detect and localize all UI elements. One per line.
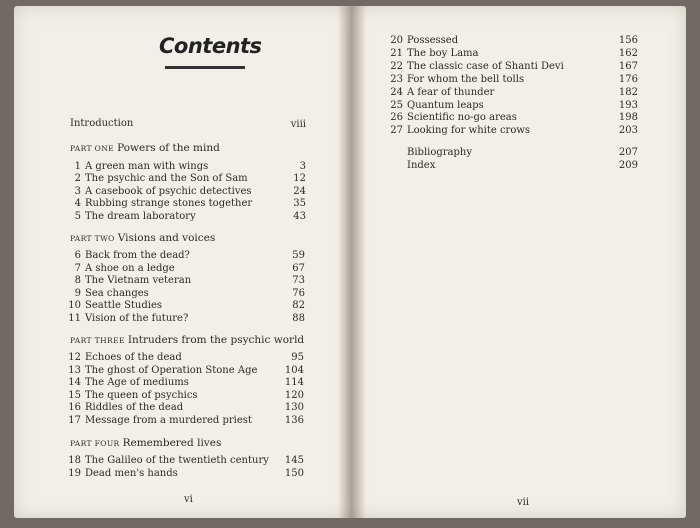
- toc-entry: [68, 364, 257, 377]
- chapter-title: The ghost of Operation Stone Age: [85, 364, 258, 376]
- page-number: 193: [618, 99, 638, 111]
- chapter-title: Sea changes: [85, 287, 149, 299]
- introduction-label: Introduction: [70, 118, 134, 129]
- chapter-title: For whom the bell tolls: [407, 73, 525, 85]
- chapter-number: 25: [390, 99, 403, 111]
- chapter-number: 13: [68, 364, 81, 376]
- toc-entry: [68, 197, 252, 210]
- toc-entry: [407, 159, 435, 172]
- page-number: 150: [284, 468, 304, 479]
- toc-entry: [68, 172, 248, 185]
- chapter-number: 10: [68, 300, 81, 312]
- chapter-number: 7: [74, 262, 81, 274]
- page-number: 145: [284, 455, 304, 466]
- chapter-title: Bibliography: [407, 147, 472, 158]
- toc-entry: [68, 351, 182, 364]
- chapter-title: Vision of the future?: [85, 313, 189, 324]
- chapter-title: Seattle Studies: [85, 300, 163, 312]
- chapter-number: 12: [68, 352, 81, 363]
- chapter-number: 20: [390, 35, 403, 46]
- page-number: 88: [292, 313, 305, 324]
- chapter-title: The Age of mediums: [85, 377, 189, 389]
- chapter-title: The psychic and the Son of Sam: [85, 173, 248, 185]
- toc-entry: [68, 262, 175, 275]
- chapter-title: The Galileo of the twentieth century: [85, 455, 269, 466]
- toc-entry: [68, 467, 178, 480]
- chapter-number: 8: [74, 275, 81, 287]
- toc-entry: [68, 287, 149, 300]
- toc-entry: [390, 73, 524, 86]
- page-number: 182: [618, 86, 638, 98]
- right-page: [352, 6, 686, 518]
- part-heading: [70, 434, 221, 448]
- page-number: 67: [292, 262, 305, 274]
- chapter-title: Scientific no-go areas: [407, 112, 517, 124]
- part-heading: [70, 229, 215, 243]
- page-number: 35: [293, 198, 306, 210]
- page-number: 198: [618, 112, 638, 124]
- toc-entry: [68, 414, 252, 427]
- chapter-number: 23: [390, 73, 403, 85]
- chapter-number: 11: [68, 313, 81, 324]
- chapter-number: 15: [68, 389, 81, 401]
- chapter-number: 22: [390, 60, 403, 72]
- chapter-title: Looking for white crows: [407, 125, 531, 137]
- toc-entry: [390, 111, 517, 124]
- page-number: 59: [292, 250, 305, 261]
- toc-entry: [390, 99, 484, 112]
- chapter-number: 2: [74, 173, 81, 185]
- part-heading: [70, 139, 220, 153]
- chapter-title: Rubbing strange stones together: [85, 198, 253, 210]
- toc-entry: [390, 86, 494, 99]
- toc-entry: [390, 34, 458, 47]
- part-label: PART ONE: [70, 144, 115, 153]
- toc-entry: [68, 185, 252, 198]
- page-number: 136: [284, 415, 304, 426]
- toc-entry: [407, 146, 472, 159]
- toc-entry: [390, 47, 479, 60]
- part-title: Powers of the mind: [117, 142, 220, 154]
- page-number: 209: [618, 159, 638, 171]
- toc-entry: [68, 389, 198, 402]
- page-number: 176: [618, 73, 638, 85]
- folio-right: vii: [517, 497, 530, 508]
- page-number: 167: [618, 60, 638, 72]
- page-number: 203: [618, 125, 638, 137]
- chapter-title: The queen of psychics: [85, 389, 198, 401]
- chapter-title: A green man with wings: [85, 161, 209, 172]
- part-title: Visions and voices: [117, 232, 216, 244]
- chapter-number: 9: [74, 287, 81, 299]
- title-underline: [165, 66, 245, 69]
- chapter-number: 21: [390, 47, 403, 59]
- chapter-title: Index: [407, 159, 436, 171]
- toc-entry: [68, 299, 162, 312]
- chapter-number: 16: [68, 402, 81, 414]
- toc-entry: [390, 124, 530, 137]
- part-label: PART FOUR: [70, 439, 120, 448]
- chapter-title: The Vietnam veteran: [85, 275, 192, 287]
- chapter-title: The boy Lama: [407, 47, 479, 59]
- chapter-title: Dead men's hands: [85, 468, 178, 479]
- part-heading: [70, 331, 304, 345]
- chapter-title: Echoes of the dead: [85, 352, 182, 363]
- chapter-number: 17: [68, 415, 81, 426]
- page-number: 24: [293, 185, 306, 197]
- page-number: 156: [618, 35, 638, 46]
- chapter-number: 1: [74, 161, 81, 172]
- chapter-title: A casebook of psychic detectives: [85, 185, 252, 197]
- part-label: PART TWO: [70, 234, 115, 243]
- chapter-title: The classic case of Shanti Devi: [407, 60, 564, 72]
- page-number: 207: [618, 147, 638, 158]
- page-number: 130: [284, 402, 304, 414]
- folio-left: vi: [184, 494, 193, 505]
- chapter-number: 18: [68, 455, 81, 466]
- introduction-entry: [70, 117, 133, 130]
- toc-entry: [68, 376, 189, 389]
- page-number: 82: [292, 300, 305, 312]
- page-number: 12: [293, 173, 306, 185]
- page-number: 73: [292, 275, 305, 287]
- chapter-number: 3: [74, 185, 81, 197]
- chapter-title: Quantum leaps: [407, 99, 484, 111]
- chapter-title: Possessed: [407, 35, 459, 46]
- chapter-title: The dream laboratory: [85, 210, 196, 222]
- toc-entry: [68, 454, 269, 467]
- page-number: 104: [284, 364, 304, 376]
- chapter-title: Message from a murdered priest: [85, 415, 252, 426]
- toc-entry: [68, 274, 191, 287]
- page-number: 76: [292, 287, 305, 299]
- page-number: 162: [618, 47, 638, 59]
- chapter-number: 27: [390, 125, 403, 137]
- part-title: Remembered lives: [122, 437, 222, 449]
- chapter-number: 24: [390, 86, 403, 98]
- page-number: 114: [284, 377, 304, 389]
- page-number: 3: [299, 161, 306, 172]
- page-number: 95: [291, 352, 304, 363]
- chapter-title: Back from the dead?: [85, 250, 190, 261]
- toc-entry: [390, 60, 564, 73]
- introduction-page: viii: [290, 119, 306, 130]
- toc-entry: [68, 401, 183, 414]
- chapter-number: 5: [74, 210, 81, 222]
- chapter-number: 4: [74, 198, 81, 210]
- chapter-number: 26: [390, 112, 403, 124]
- chapter-title: A shoe on a ledge: [85, 262, 175, 274]
- part-label: PART THREE: [70, 336, 125, 345]
- page-number: 120: [284, 389, 304, 401]
- page-number: 43: [293, 210, 306, 222]
- page-title: Contents: [159, 34, 262, 58]
- toc-entry: [68, 160, 208, 173]
- chapter-number: 6: [74, 250, 81, 261]
- chapter-title: Riddles of the dead: [85, 402, 184, 414]
- chapter-number: 14: [68, 377, 81, 389]
- left-page: [14, 6, 352, 518]
- toc-entry: [68, 249, 190, 262]
- toc-entry: [68, 210, 196, 223]
- toc-entry: [68, 312, 188, 325]
- chapter-number: 19: [68, 468, 81, 479]
- chapter-title: A fear of thunder: [407, 86, 495, 98]
- part-title: Intruders from the psychic world: [127, 334, 305, 346]
